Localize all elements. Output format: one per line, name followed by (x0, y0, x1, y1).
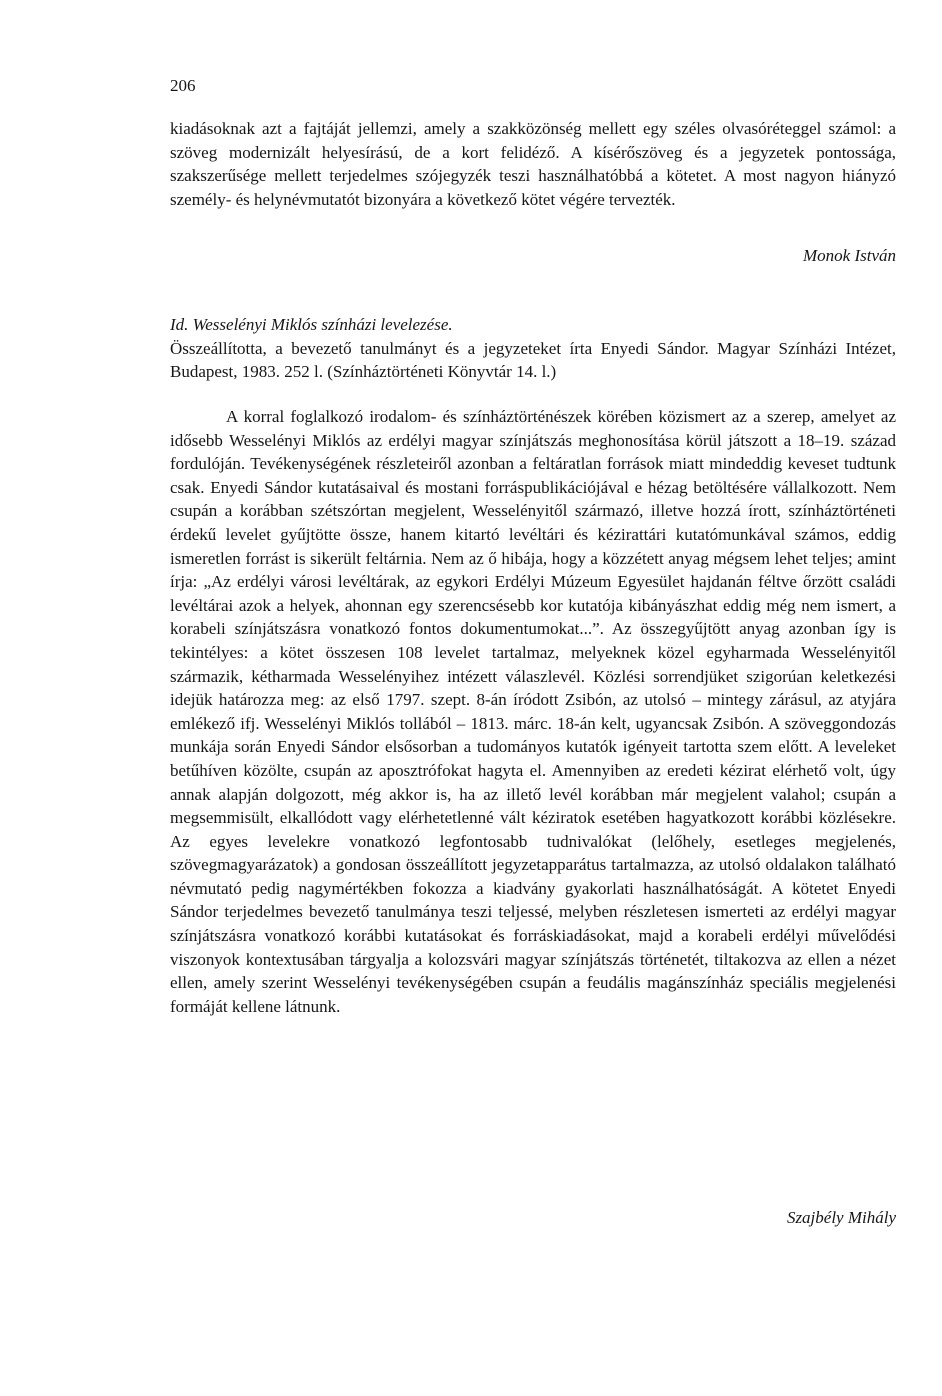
intro-paragraph: kiadásoknak azt a fajtáját jellemzi, amely a szakközönség mellett egy széles olvasóréteggel számol: a szöveg modernizált helyesírású, de a kort felidéző. A kísérőszöveg és a jegyzetek pontossága, szakszerűsége mellett terjedelmes szójegyzék teszi használhatóbbá a kötetet. A most nagyon hiányzó személy- és helynévmutatót bizonyára a következő kötet végére tervezték. (170, 119, 896, 209)
page-number: 206 (170, 76, 196, 95)
review-book-title: Id. Wesselényi Miklós színházi levelezése. (170, 315, 453, 334)
author-signature-monok: Monok István (802, 246, 896, 265)
author-signature-szajbely: Szajbély Mihály (786, 1208, 896, 1227)
review-bibliography (170, 313, 896, 384)
review-body-paragraph: A korral foglalkozó irodalom- és színháztörténészek körében közismert az a szerep, amelyet az idősebb Wesselényi Miklós az erdélyi magyar színjátszás meghonosítása körül játszott a 18–19. század fordulóján. Tevékenységének részleteiről azonban a feltáratlan források miatt mindeddig keveset tudtunk csak. Enyedi Sándor kutatásaival és mostani forráspublikációjával e hézag betöltésére vállalkozott. Nem csupán a korábban szétszórtan megjelent, Wesselényitől származó, illetve hozzá írott, színháztörténeti érdekű levelet gyűjtötte össze, hanem kitartó levéltári és kézirattári kutatómunkával számos, eddig ismeretlen forrást is sikerült feltárnia. Nem az ő hibája, hogy a közzétett anyag mégsem lehet teljes; amint írja: „Az erdélyi városi levéltárak, az egykori Erdélyi Múzeum Egyesület hajdanán féltve őrzött családi levéltárai azok a helyek, ahonnan egy szerencsésebb kor kutatója kibányászhat eddig még nem ismert, a korabeli színjátszásra vonatkozó fontos dokumentumokat...”. Az összegyűjtött anyag azonban így is tekintélyes: a kötet összesen 108 levelet tartalmaz, melyeknek közel egyharmada Wesselényitől származik, kétharmada Wesselényihez intézett válaszlevél. Közlési sorrendjüket szigorúan keletkezési idejük határozza meg: az első 1797. szept. 8-án íródott Zsibón, az utolsó – mintegy zárásul, az atyjára emlékező ifj. Wesselényi Miklós tollából – 1813. márc. 18-án kelt, ugyancsak Zsibón. A szöveggondozás munkája során Enyedi Sándor elsősorban a tudományos kutatók igényeit tartotta szem előtt. A leveleket betűhíven közölte, csupán az aposztrófokat hagyta el. Amennyiben az eredeti kézirat elérhető volt, úgy annak alapján dolgozott, még akkor is, ha az illető levél korábban már megjelent valahol; csupán a megsemmisült, elkallódott vagy elérhetetlenné vált kéziratok esetében hagyatkozott korábbi közlésekre. Az egyes levelekre vonatkozó legfontosabb tudnivalókat (lelőhely, esetleges megjelenés, szövegmagyarázatok) a gondosan összeállított jegyzetapparátus tartalmazza, az utolsó oldalakon található névmutató pedig nagymértékben fokozza a kiadvány gyakorlati használhatóságát. A kötetet Enyedi Sándor terjedelmes bevezető tanulmánya teszi teljessé, melyben részletesen ismerteti az erdélyi magyar színjátszásra vonatkozó korábbi kutatásokat és forráskiadásokat, majd a korabeli erdélyi művelődési viszonyok kontextusában tárgyalja a kolozsvári magyar színjátszás történetét, tiltakozva az ellen a nézet ellen, amely szerint Wesselényi tevékenységében csupán a feudális magánszínház speciális megjelenési formáját kellene látnunk. (170, 407, 896, 1016)
review-bibliographic-details: Összeállította, a bevezető tanulmányt és a jegyzeteket írta Enyedi Sándor. Magyar Színházi Intézet, Budapest, 1983. 252 l. (Színháztörténeti Könyvtár 14. l.) (170, 338, 896, 382)
